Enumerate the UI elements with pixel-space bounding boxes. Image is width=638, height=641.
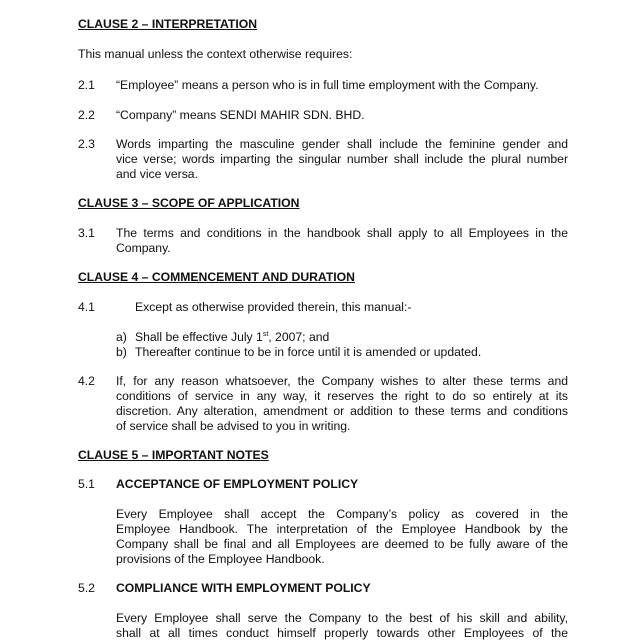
- paragraph-line: Company.: [116, 241, 171, 255]
- sub-item-text: Thereafter continue to be in force until it is amended or updated.: [135, 345, 482, 359]
- item-number: 5.1: [78, 477, 95, 491]
- item-number: 3.1: [78, 226, 95, 240]
- item-number: 4.1: [78, 300, 95, 314]
- paragraph-line: and vice versa.: [116, 167, 198, 181]
- item-title: COMPLIANCE WITH EMPLOYMENT POLICY: [116, 581, 371, 595]
- paragraph-line: Words imparting the masculine gender shall include the feminine gender and: [116, 137, 568, 151]
- sub-item-text-part: Shall be effective July 1: [135, 330, 263, 344]
- clause-2-intro: This manual unless the context otherwise requires:: [78, 47, 353, 61]
- item-number: 4.2: [78, 374, 95, 388]
- item-text: “Company” means SENDI MAHIR SDN. BHD.: [116, 108, 365, 122]
- paragraph-line: Company shall be final and all Employees are deemed to be fully aware of the: [116, 537, 568, 551]
- paragraph-line: conditions of service in any way, it reserves the right to do so entirely at its: [116, 389, 568, 403]
- paragraph-line: vice verse; words imparting the singular number shall include the plural number: [116, 152, 568, 166]
- paragraph-line: Every Employee shall accept the Company’s policy as covered in the: [116, 507, 568, 521]
- sub-item-text-part: , 2007; and: [268, 330, 330, 344]
- paragraph-line: If, for any reason whatsoever, the Company wishes to alter these terms and: [116, 374, 568, 388]
- paragraph-line: provisions of the Employee Handbook.: [116, 552, 325, 566]
- item-number: 2.2: [78, 108, 95, 122]
- item-text: “Employee” means a person who is in full time employment with the Company.: [116, 78, 539, 92]
- paragraph-line: shall at all times conduct himself properly towards other Employees of the: [116, 626, 568, 640]
- clause-4-heading: CLAUSE 4 – COMMENCEMENT AND DURATION: [78, 270, 355, 284]
- paragraph-line: The terms and conditions in the handbook shall apply to all Employees in the: [116, 226, 568, 240]
- paragraph-line: Employee Handbook. The interpretation of the Employee Handbook by the: [116, 522, 568, 536]
- item-paragraph: [116, 611, 568, 641]
- clause-2-heading: CLAUSE 2 – INTERPRETATION: [78, 17, 257, 31]
- clause-5-heading: CLAUSE 5 – IMPORTANT NOTES: [78, 448, 269, 462]
- sub-item-marker: a): [116, 330, 127, 344]
- sub-item-marker: b): [116, 345, 127, 359]
- paragraph-line: of service shall be advised to you in writing.: [116, 419, 351, 433]
- paragraph-line: Every Employee shall serve the Company to the best of his skill and ability,: [116, 611, 568, 625]
- item-text: Except as otherwise provided therein, this manual:-: [135, 300, 412, 314]
- ordinal-superscript: st: [262, 331, 269, 338]
- item-title: ACCEPTANCE OF EMPLOYMENT POLICY: [116, 477, 359, 491]
- item-number: 5.2: [78, 581, 95, 595]
- item-number: 2.3: [78, 137, 95, 151]
- paragraph-line: discretion. Any alteration, amendment or addition to these terms and conditions: [116, 404, 568, 418]
- item-number: 2.1: [78, 78, 95, 92]
- clause-3-heading: CLAUSE 3 – SCOPE OF APPLICATION: [78, 196, 300, 210]
